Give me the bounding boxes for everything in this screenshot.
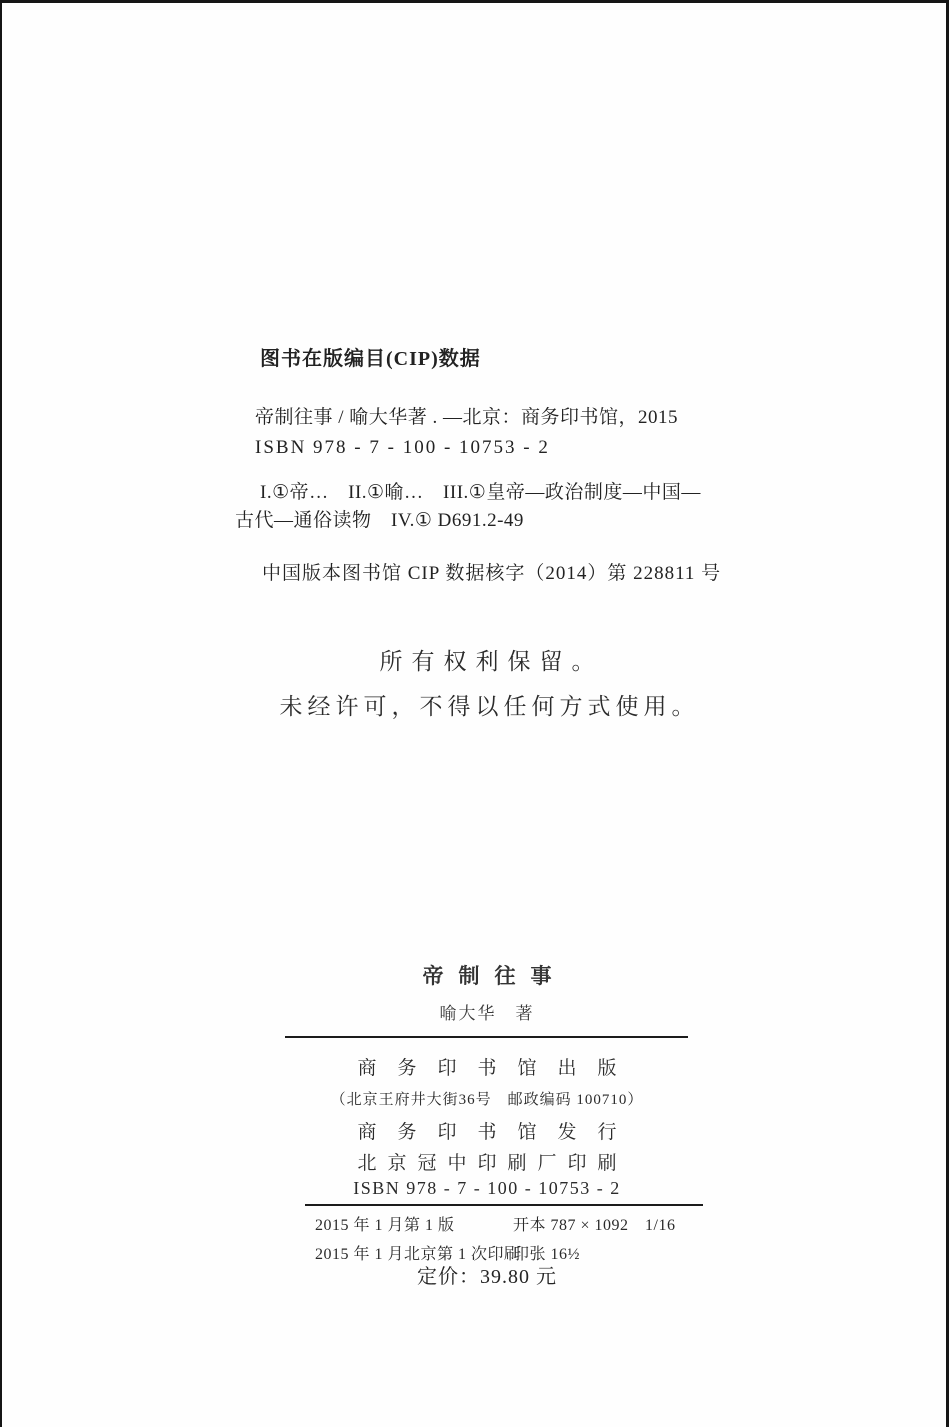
price: 定价：39.80 元 (417, 1266, 557, 1288)
distributor-line: 商务印书馆发行 (357, 1122, 638, 1143)
format-info: 开本 787 × 1092 1/16 (513, 1217, 676, 1234)
divider-top (285, 1036, 688, 1038)
cip-classification-line2: 古代—通俗读物 IV.① D691.2-49 (235, 510, 524, 531)
cip-classification-line1: I.①帝… II.①喻… III.①皇帝—政治制度—中国— (260, 482, 701, 503)
publisher-address: （北京王府井大街36号 邮政编码 100710） (330, 1092, 644, 1108)
cip-header: 图书在版编目(CIP)数据 (260, 348, 481, 370)
sheets-info: 印张 16½ (513, 1246, 581, 1263)
book-author: 喻大华 著 (439, 1004, 535, 1023)
cip-entry-isbn-line: ISBN 978 - 7 - 100 - 10753 - 2 (255, 437, 550, 458)
cip-record-number: 中国版本图书馆 CIP 数据核字（2014）第 228811 号 (262, 563, 722, 584)
printer-line: 北京冠中印刷厂印刷 (357, 1153, 628, 1174)
isbn-line: ISBN 978 - 7 - 100 - 10753 - 2 (353, 1178, 621, 1198)
rights-line1: 所有权利保留。 (379, 649, 604, 674)
cip-entry-title-line: 帝制往事 / 喻大华著 . —北京：商务印书馆，2015 (255, 407, 679, 428)
printing-info: 2015 年 1 月北京第 1 次印刷 (315, 1246, 521, 1263)
rights-line2: 未经许可，不得以任何方式使用。 (279, 694, 700, 719)
divider-bottom (305, 1204, 703, 1206)
edition-info: 2015 年 1 月第 1 版 (315, 1217, 455, 1234)
publisher-line: 商务印书馆出版 (357, 1058, 638, 1079)
book-title: 帝制往事 (422, 964, 567, 988)
